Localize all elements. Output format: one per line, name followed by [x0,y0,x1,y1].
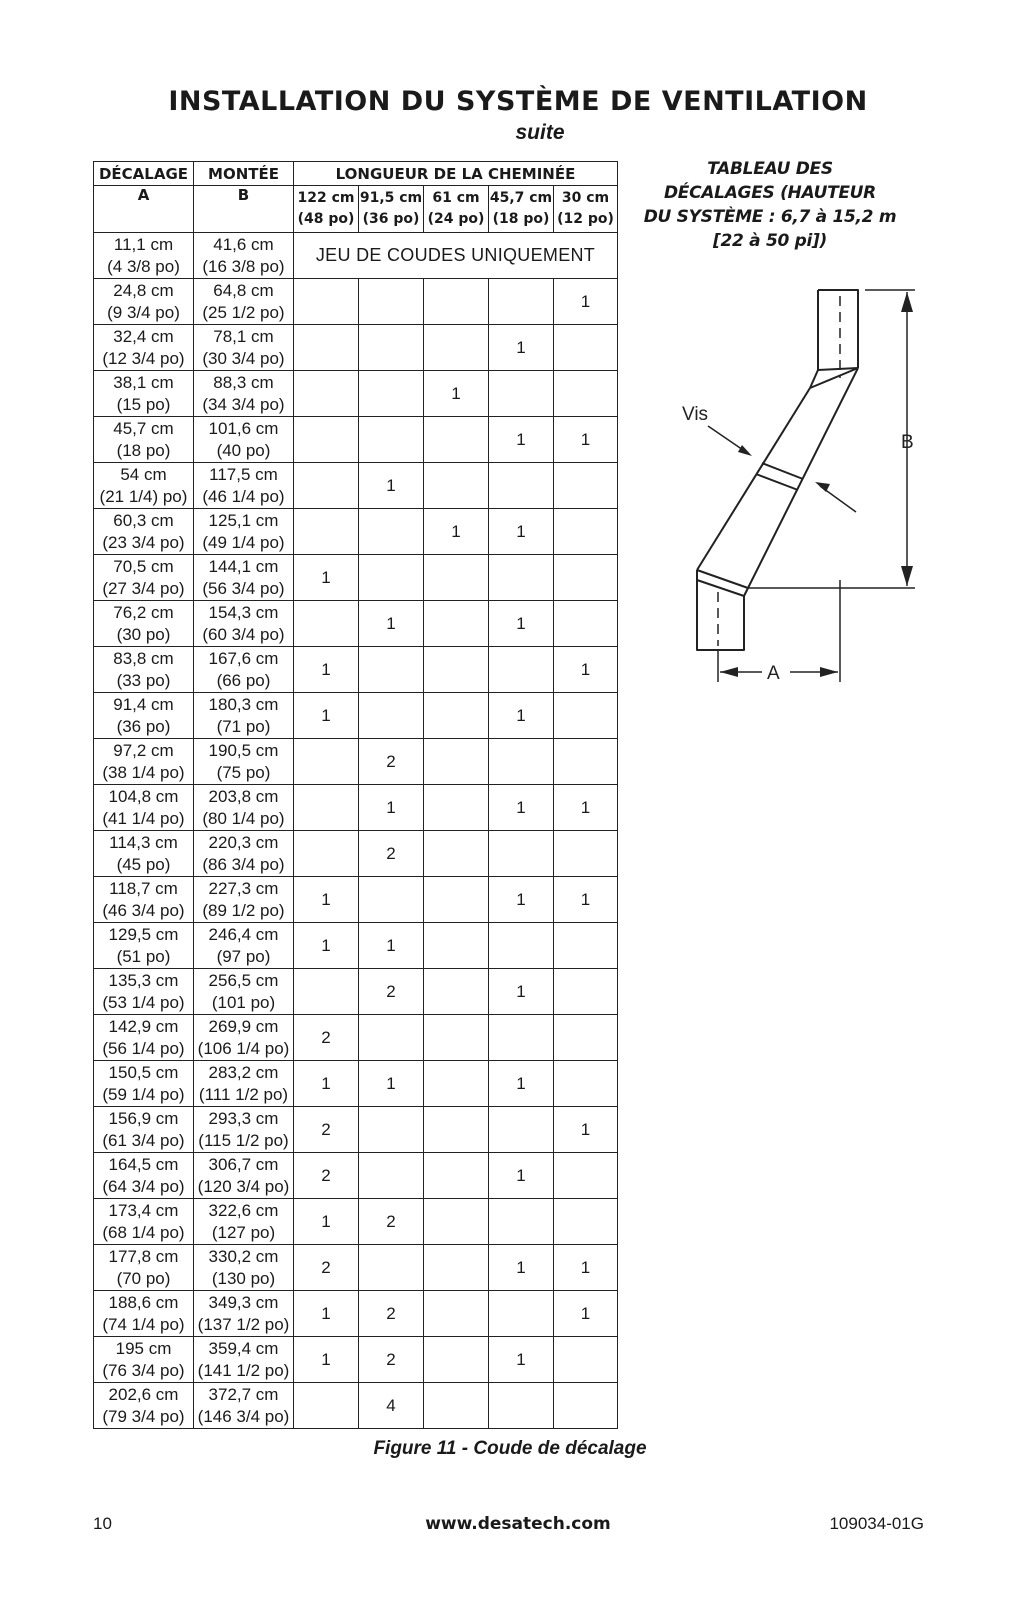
quantity-cell: 1 [294,1337,359,1383]
header-length-unit: 122 cm (48 po) [294,186,359,233]
table-row [94,1245,618,1291]
offset-cell: 76,2 cm (30 po) [94,601,194,647]
quantity-cell: 1 [359,1061,424,1107]
rise-cell: 125,1 cm (49 1/4 po) [194,509,294,555]
quantity-cell [489,647,554,693]
quantity-cell [424,1337,489,1383]
quantity-cell [554,1199,618,1245]
header-b: B [194,186,294,233]
quantity-cell: 2 [359,831,424,877]
quantity-cell: 1 [554,647,618,693]
table-row [94,1383,618,1429]
quantity-cell [359,555,424,601]
quantity-cell [424,785,489,831]
screw-arrow-lower [815,482,830,492]
quantity-cell: 1 [424,509,489,555]
quantity-cell [554,601,618,647]
header-length-unit: 30 cm (12 po) [554,186,618,233]
rise-cell: 349,3 cm (137 1/2 po) [194,1291,294,1337]
website-link[interactable]: www.desatech.com [425,1514,611,1534]
table-row [94,831,618,877]
table-row [94,555,618,601]
quantity-cell [294,969,359,1015]
rise-cell: 154,3 cm (60 3/4 po) [194,601,294,647]
table-row [94,463,618,509]
quantity-cell [294,601,359,647]
table-row [94,1107,618,1153]
quantity-cell: 1 [424,371,489,417]
quantity-cell: 1 [554,1245,618,1291]
elbow-kit-only: JEU DE COUDES UNIQUEMENT [294,233,618,279]
offset-cell: 38,1 cm (15 po) [94,371,194,417]
page-title: INSTALLATION DU SYSTÈME DE VENTILATION [168,86,868,117]
quantity-cell [359,647,424,693]
offset-cell: 135,3 cm (53 1/4 po) [94,969,194,1015]
quantity-cell: 2 [294,1015,359,1061]
quantity-cell: 1 [359,463,424,509]
offset-cell: 70,5 cm (27 3/4 po) [94,555,194,601]
header-length-unit: 45,7 cm (18 po) [489,186,554,233]
page-number: 10 [93,1514,112,1533]
rise-cell: 293,3 cm (115 1/2 po) [194,1107,294,1153]
header-a: A [94,186,194,233]
offset-cell: 173,4 cm (68 1/4 po) [94,1199,194,1245]
quantity-cell [424,1199,489,1245]
table-row [94,1153,618,1199]
quantity-cell: 1 [294,693,359,739]
table-row [94,969,618,1015]
table-row [94,371,618,417]
offset-cell: 114,3 cm (45 po) [94,831,194,877]
rise-cell: 306,7 cm (120 3/4 po) [194,1153,294,1199]
quantity-cell: 1 [554,417,618,463]
quantity-cell: 1 [294,1291,359,1337]
rise-cell: 256,5 cm (101 po) [194,969,294,1015]
quantity-cell [294,279,359,325]
offset-cell: 32,4 cm (12 3/4 po) [94,325,194,371]
quantity-cell: 1 [554,785,618,831]
quantity-cell: 1 [489,509,554,555]
offset-cell: 45,7 cm (18 po) [94,417,194,463]
offset-cell: 195 cm (76 3/4 po) [94,1337,194,1383]
quantity-cell: 1 [554,1291,618,1337]
offset-cell: 164,5 cm (64 3/4 po) [94,1153,194,1199]
offset-cell: 202,6 cm (79 3/4 po) [94,1383,194,1429]
quantity-cell [424,877,489,923]
quantity-cell [294,1383,359,1429]
quantity-cell [359,417,424,463]
quantity-cell [554,923,618,969]
quantity-cell [554,969,618,1015]
quantity-cell [554,325,618,371]
header-length: LONGUEUR DE LA CHEMINÉE [294,162,618,186]
quantity-cell: 1 [489,1061,554,1107]
quantity-cell: 2 [294,1153,359,1199]
header-rise: MONTÉE [194,162,294,186]
quantity-cell [554,1015,618,1061]
rise-cell: 64,8 cm (25 1/2 po) [194,279,294,325]
rise-cell: 78,1 cm (30 3/4 po) [194,325,294,371]
offset-cell: 97,2 cm (38 1/4 po) [94,739,194,785]
quantity-cell: 2 [359,1337,424,1383]
quantity-cell: 1 [359,923,424,969]
rise-cell: 88,3 cm (34 3/4 po) [194,371,294,417]
quantity-cell [359,371,424,417]
table-row [94,509,618,555]
quantity-cell [489,279,554,325]
rise-cell: 101,6 cm (40 po) [194,417,294,463]
quantity-cell [554,1061,618,1107]
quantity-cell [489,1199,554,1245]
quantity-cell: 2 [359,1199,424,1245]
offset-cell: 129,5 cm (51 po) [94,923,194,969]
rise-cell: 246,4 cm (97 po) [194,923,294,969]
quantity-cell [424,1061,489,1107]
quantity-cell [489,1291,554,1337]
dimension-b-label: B [901,432,914,453]
offset-cell: 60,3 cm (23 3/4 po) [94,509,194,555]
header-offset: DÉCALAGE [94,162,194,186]
quantity-cell [489,555,554,601]
quantity-cell [424,693,489,739]
quantity-cell [424,923,489,969]
quantity-cell [424,739,489,785]
diagonal-pipe-left [697,388,810,570]
table-row [94,1015,618,1061]
offset-cell: 104,8 cm (41 1/4 po) [94,785,194,831]
quantity-cell [424,463,489,509]
offset-cell: 11,1 cm (4 3/8 po) [94,233,194,279]
offset-cell: 91,4 cm (36 po) [94,693,194,739]
quantity-cell [554,371,618,417]
quantity-cell: 1 [294,1061,359,1107]
quantity-cell [294,371,359,417]
table-row [94,923,618,969]
quantity-cell [424,1015,489,1061]
quantity-cell: 1 [489,693,554,739]
quantity-cell: 4 [359,1383,424,1429]
quantity-cell: 1 [294,1199,359,1245]
quantity-cell: 1 [359,601,424,647]
quantity-cell [359,877,424,923]
quantity-cell [489,1107,554,1153]
rise-cell: 190,5 cm (75 po) [194,739,294,785]
quantity-cell [294,509,359,555]
quantity-cell [424,417,489,463]
quantity-cell: 1 [489,1337,554,1383]
header-length-unit: 61 cm (24 po) [424,186,489,233]
quantity-cell [554,1337,618,1383]
quantity-cell [489,831,554,877]
quantity-cell: 1 [489,1245,554,1291]
quantity-cell [424,1291,489,1337]
quantity-cell: 1 [359,785,424,831]
table-row [94,785,618,831]
rise-cell: 322,6 cm (127 po) [194,1199,294,1245]
quantity-cell [359,509,424,555]
quantity-cell: 1 [294,877,359,923]
quantity-cell [489,463,554,509]
quantity-cell [424,1107,489,1153]
table-row [94,417,618,463]
rise-cell: 330,2 cm (130 po) [194,1245,294,1291]
quantity-cell: 2 [359,1291,424,1337]
quantity-cell [359,279,424,325]
quantity-cell: 1 [489,785,554,831]
quantity-cell [294,739,359,785]
rise-cell: 203,8 cm (80 1/4 po) [194,785,294,831]
quantity-cell [424,601,489,647]
quantity-cell [359,1015,424,1061]
quantity-cell [554,555,618,601]
top-pipe-right [818,290,858,368]
quantity-cell [294,463,359,509]
quantity-cell: 1 [554,877,618,923]
quantity-cell [554,739,618,785]
offset-cell: 142,9 cm (56 1/4 po) [94,1015,194,1061]
quantity-cell: 1 [294,647,359,693]
rise-cell: 283,2 cm (111 1/2 po) [194,1061,294,1107]
rise-cell: 144,1 cm (56 3/4 po) [194,555,294,601]
header-length-unit: 91,5 cm (36 po) [359,186,424,233]
table-row [94,647,618,693]
offset-cell: 150,5 cm (59 1/4 po) [94,1061,194,1107]
quantity-cell [424,969,489,1015]
quantity-cell [489,923,554,969]
rise-cell: 180,3 cm (71 po) [194,693,294,739]
quantity-cell: 1 [489,1153,554,1199]
quantity-cell [294,325,359,371]
quantity-cell [554,1153,618,1199]
quantity-cell: 2 [294,1245,359,1291]
quantity-cell [424,325,489,371]
bottom-pipe [697,580,744,650]
quantity-cell [359,1245,424,1291]
offset-cell: 188,6 cm (74 1/4 po) [94,1291,194,1337]
quantity-cell: 1 [294,923,359,969]
quantity-cell [424,1245,489,1291]
offset-cell: 54 cm (21 1/4) po) [94,463,194,509]
quantity-cell [359,693,424,739]
table-row [94,325,618,371]
rise-cell: 41,6 cm (16 3/8 po) [194,233,294,279]
offset-cell: 156,9 cm (61 3/4 po) [94,1107,194,1153]
quantity-cell: 1 [489,325,554,371]
table-row [94,693,618,739]
quantity-cell: 1 [489,877,554,923]
quantity-cell [554,1383,618,1429]
table-row [94,1337,618,1383]
quantity-cell: 1 [554,1107,618,1153]
quantity-cell: 1 [489,601,554,647]
table-row [94,279,618,325]
quantity-cell [424,831,489,877]
quantity-cell: 2 [359,739,424,785]
screw-arrow-upper [738,445,752,456]
quantity-cell [424,1153,489,1199]
table-row [94,1199,618,1245]
offset-table-title: TABLEAU DES DÉCALAGES (HAUTEUR DU SYSTÈME : 6,7 à 15,2 m [22 à 50 pi]) [643,159,897,251]
quantity-cell [424,647,489,693]
quantity-cell [489,1383,554,1429]
offset-cell: 83,8 cm (33 po) [94,647,194,693]
offset-cell: 24,8 cm (9 3/4 po) [94,279,194,325]
rise-cell: 269,9 cm (106 1/4 po) [194,1015,294,1061]
quantity-cell [489,371,554,417]
rise-cell: 117,5 cm (46 1/4 po) [194,463,294,509]
rise-cell: 167,6 cm (66 po) [194,647,294,693]
document-code: 109034-01G [829,1514,924,1533]
table-row [94,233,618,279]
table-row [94,739,618,785]
quantity-cell [359,325,424,371]
quantity-cell [424,555,489,601]
dimension-a-label: A [767,663,780,684]
quantity-cell [294,785,359,831]
quantity-cell [554,463,618,509]
quantity-cell [294,831,359,877]
table-row [94,1061,618,1107]
quantity-cell [424,279,489,325]
quantity-cell [489,1015,554,1061]
quantity-cell: 2 [294,1107,359,1153]
quantity-cell [424,1383,489,1429]
offset-elbow-diagram [660,280,930,700]
offset-table [93,161,618,1429]
quantity-cell: 1 [489,969,554,1015]
offset-cell: 177,8 cm (70 po) [94,1245,194,1291]
quantity-cell: 1 [554,279,618,325]
quantity-cell [554,693,618,739]
quantity-cell: 2 [359,969,424,1015]
rise-cell: 220,3 cm (86 3/4 po) [194,831,294,877]
offset-cell: 118,7 cm (46 3/4 po) [94,877,194,923]
page-subtitle: suite [515,121,565,144]
quantity-cell [294,417,359,463]
quantity-cell [489,739,554,785]
quantity-cell: 1 [294,555,359,601]
table-row [94,601,618,647]
quantity-cell [359,1107,424,1153]
table-row [94,1291,618,1337]
rise-cell: 227,3 cm (89 1/2 po) [194,877,294,923]
quantity-cell [359,1153,424,1199]
table-row [94,877,618,923]
quantity-cell [554,831,618,877]
rise-cell: 359,4 cm (141 1/2 po) [194,1337,294,1383]
figure-caption: Figure 11 - Coude de décalage [373,1438,647,1459]
screw-label: Vis [682,404,709,425]
rise-cell: 372,7 cm (146 3/4 po) [194,1383,294,1429]
quantity-cell [554,509,618,555]
quantity-cell: 1 [489,417,554,463]
